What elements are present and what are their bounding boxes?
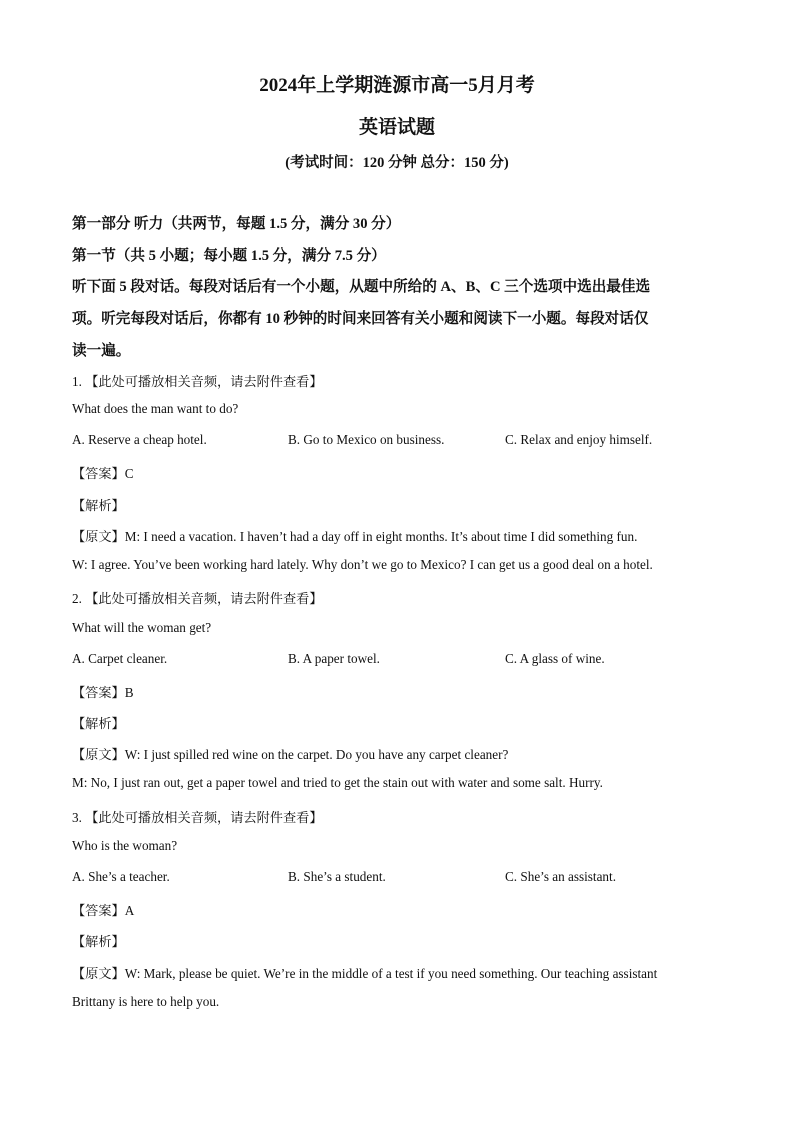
question-1-option-b: B. Go to Mexico on business. bbox=[288, 432, 445, 447]
question-1-option-a: A. Reserve a cheap hotel. bbox=[72, 432, 207, 447]
question-3-option-a: A. She’s a teacher. bbox=[72, 869, 170, 884]
question-2-audio-link[interactable]: 2. 【此处可播放相关音频，请去附件查看】 bbox=[72, 591, 323, 606]
instructions-line-2: 项。听完每段对话后，你都有 10 秒钟的时间来回答有关小题和阅读下一小题。每段对话仅 bbox=[72, 311, 649, 327]
question-2-original-2: M: No, I just ran out, get a paper towel and tried to get the stain out with water and some salt. Hurry. bbox=[72, 775, 603, 790]
question-3-answer: 【答案】A bbox=[72, 903, 135, 918]
question-1-audio-link[interactable]: 1. 【此处可播放相关音频，请去附件查看】 bbox=[72, 374, 323, 389]
question-2-option-a: A. Carpet cleaner. bbox=[72, 651, 168, 666]
question-3-option-c: C. She’s an assistant. bbox=[505, 869, 616, 884]
exam-subject: 英语试题 bbox=[358, 117, 435, 138]
question-2-option-b: B. A paper towel. bbox=[288, 651, 380, 666]
question-1-original-1: 【原文】M: I need a vacation. I haven’t had a day off in eight months. It’s about time I did something fun. bbox=[72, 529, 638, 544]
question-3-original-1: 【原文】W: Mark, please be quiet. We’re in the middle of a test if you need something. Our teaching assistant bbox=[72, 966, 658, 981]
question-1-option-c: C. Relax and enjoy himself. bbox=[505, 432, 653, 447]
question-2-original-1: 【原文】W: I just spilled red wine on the carpet. Do you have any carpet cleaner? bbox=[72, 747, 509, 762]
exam-info: (考试时间：120 分钟 总分：150 分) bbox=[285, 155, 509, 171]
question-1-original-2: W: I agree. You’ve been working hard lately. Why don’t we go to Mexico? I can get us a good deal on a hotel. bbox=[72, 557, 653, 572]
question-3-stem: Who is the woman? bbox=[72, 838, 178, 853]
question-2-option-c: C. A glass of wine. bbox=[505, 651, 605, 666]
question-3-analysis: 【解析】 bbox=[72, 934, 125, 949]
question-2-stem: What will the woman get? bbox=[72, 620, 212, 635]
question-2-answer: 【答案】B bbox=[72, 685, 134, 700]
question-3-audio-link[interactable]: 3. 【此处可播放相关音频，请去附件查看】 bbox=[72, 810, 323, 825]
section-heading: 第一节（共 5 小题；每小题 1.5 分，满分 7.5 分） bbox=[72, 248, 386, 264]
question-3-original-2: Brittany is here to help you. bbox=[72, 994, 220, 1009]
part-heading: 第一部分 听力（共两节，每题 1.5 分，满分 30 分） bbox=[72, 216, 401, 232]
instructions-line-3: 读一遍。 bbox=[72, 343, 131, 359]
question-1-stem: What does the man want to do? bbox=[72, 401, 239, 416]
question-2-analysis: 【解析】 bbox=[72, 716, 125, 731]
question-1-analysis: 【解析】 bbox=[72, 498, 125, 513]
instructions-line-1: 听下面 5 段对话。每段对话后有一个小题，从题中所给的 A、B、C 三个选项中选出最佳选 bbox=[72, 279, 651, 295]
exam-title: 2024年上学期涟源市高一5月月考 bbox=[259, 75, 535, 96]
question-1-answer: 【答案】C bbox=[72, 466, 134, 481]
question-3-option-b: B. She’s a student. bbox=[288, 869, 386, 884]
